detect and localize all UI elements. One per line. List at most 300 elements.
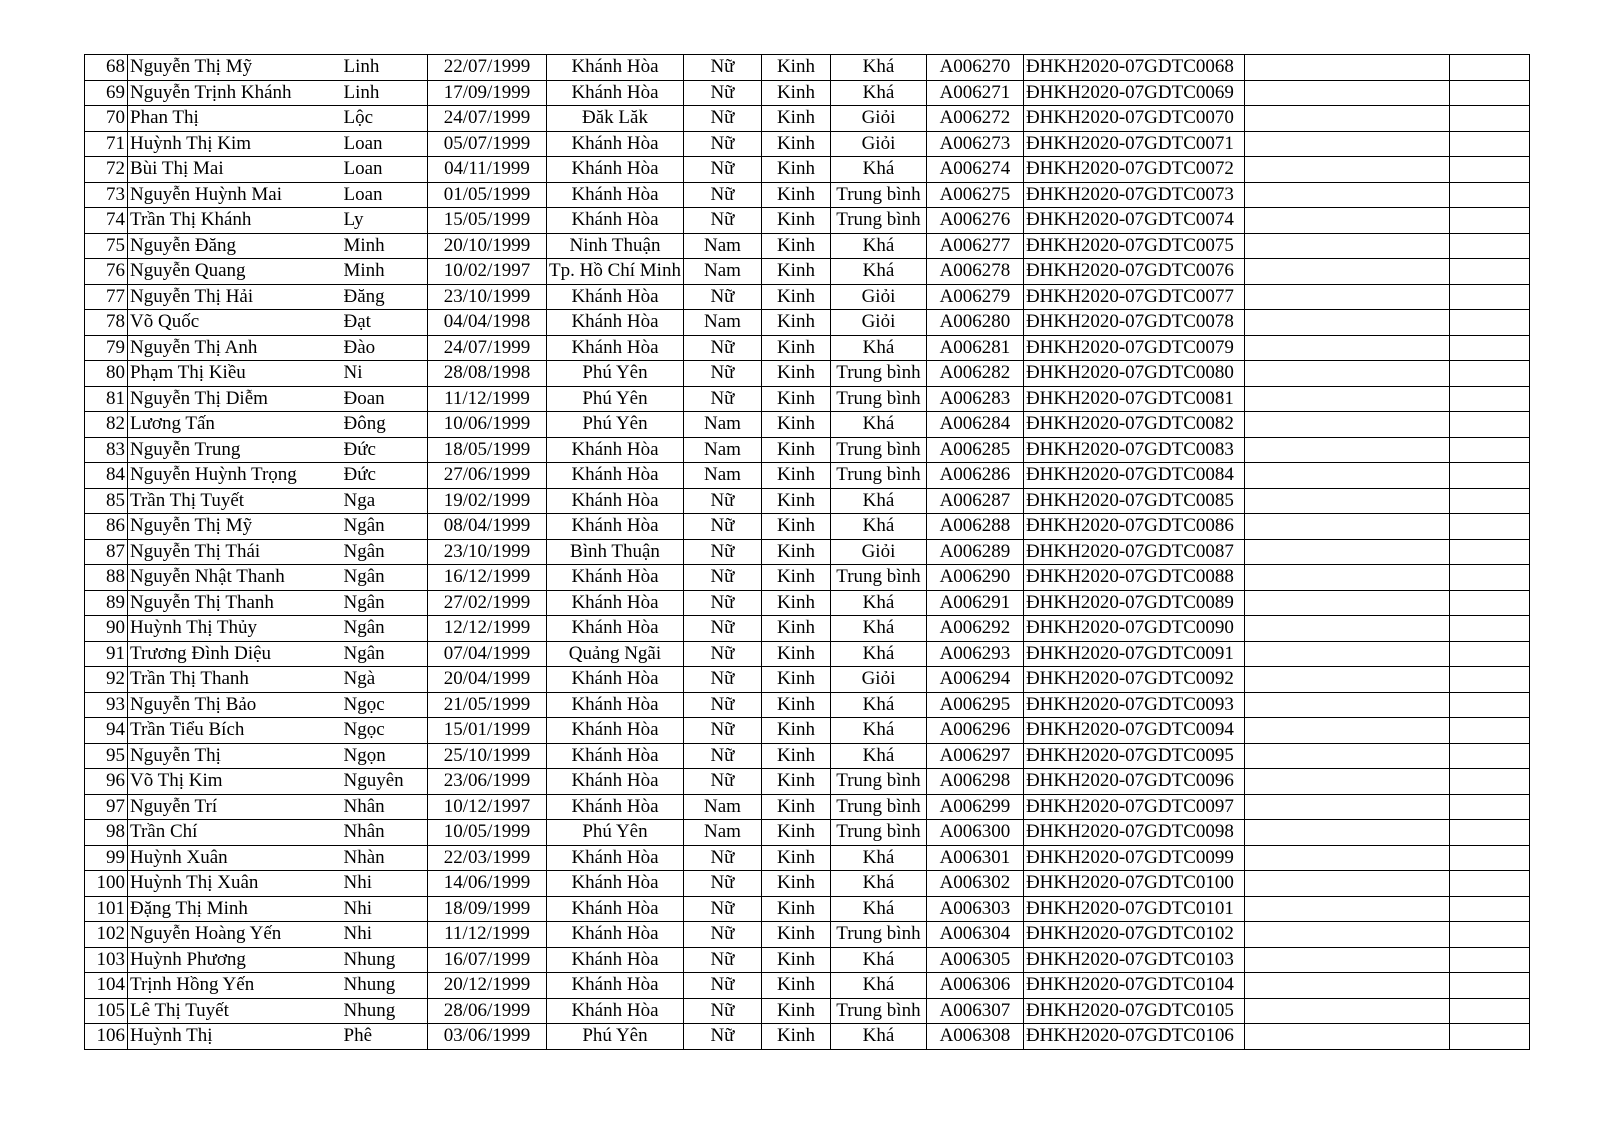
gender: Nữ: [683, 514, 761, 540]
given-name: Ngọn: [342, 743, 428, 769]
date-of-birth: 07/04/1999: [428, 641, 547, 667]
table-row: [85, 437, 1530, 463]
place-of-birth: Khánh Hòa: [547, 667, 684, 693]
registry-number: ĐHKH2020-07GDTC0080: [1023, 361, 1244, 387]
row-number: 95: [85, 743, 128, 769]
family-and-middle-name: Huỳnh Thị Thủy: [128, 616, 342, 642]
place-of-birth: Khánh Hòa: [547, 947, 684, 973]
ethnicity: Kinh: [761, 947, 830, 973]
empty-cell: [1244, 284, 1449, 310]
table-row: [85, 131, 1530, 157]
certificate-number: A006295: [926, 692, 1023, 718]
row-number: 94: [85, 718, 128, 744]
certificate-number: A006276: [926, 208, 1023, 234]
row-number: 79: [85, 335, 128, 361]
date-of-birth: 20/12/1999: [428, 973, 547, 999]
table-row: [85, 335, 1530, 361]
family-and-middle-name: Nguyễn Thị: [128, 743, 342, 769]
empty-cell: [1449, 871, 1529, 897]
empty-cell: [1449, 463, 1529, 489]
gender: Nam: [683, 437, 761, 463]
certificate-number: A006279: [926, 284, 1023, 310]
family-and-middle-name: Nguyễn Trịnh Khánh: [128, 80, 342, 106]
certificate-number: A006275: [926, 182, 1023, 208]
gender: Nữ: [683, 488, 761, 514]
table-row: [85, 845, 1530, 871]
certificate-number: A006307: [926, 998, 1023, 1024]
registry-number: ĐHKH2020-07GDTC0092: [1023, 667, 1244, 693]
certificate-number: A006283: [926, 386, 1023, 412]
ethnicity: Kinh: [761, 310, 830, 336]
empty-cell: [1449, 131, 1529, 157]
given-name: Ngà: [342, 667, 428, 693]
empty-cell: [1244, 157, 1449, 183]
row-number: 75: [85, 233, 128, 259]
certificate-number: A006280: [926, 310, 1023, 336]
gender: Nữ: [683, 539, 761, 565]
classification: Khá: [830, 233, 926, 259]
place-of-birth: Khánh Hòa: [547, 310, 684, 336]
place-of-birth: Phú Yên: [547, 820, 684, 846]
certificate-number: A006299: [926, 794, 1023, 820]
registry-number: ĐHKH2020-07GDTC0084: [1023, 463, 1244, 489]
row-number: 83: [85, 437, 128, 463]
empty-cell: [1244, 310, 1449, 336]
gender: Nữ: [683, 641, 761, 667]
ethnicity: Kinh: [761, 998, 830, 1024]
empty-cell: [1244, 233, 1449, 259]
classification: Giỏi: [830, 539, 926, 565]
empty-cell: [1449, 386, 1529, 412]
certificate-number: A006302: [926, 871, 1023, 897]
classification: Khá: [830, 973, 926, 999]
registry-number: ĐHKH2020-07GDTC0079: [1023, 335, 1244, 361]
date-of-birth: 28/06/1999: [428, 998, 547, 1024]
registry-number: ĐHKH2020-07GDTC0086: [1023, 514, 1244, 540]
classification: Giỏi: [830, 310, 926, 336]
empty-cell: [1449, 590, 1529, 616]
empty-cell: [1244, 361, 1449, 387]
classification: Khá: [830, 335, 926, 361]
registry-number: ĐHKH2020-07GDTC0068: [1023, 55, 1244, 81]
date-of-birth: 03/06/1999: [428, 1024, 547, 1050]
place-of-birth: Khánh Hòa: [547, 845, 684, 871]
family-and-middle-name: Nguyễn Thị Hải: [128, 284, 342, 310]
family-and-middle-name: Trương Đình Diệu: [128, 641, 342, 667]
classification: Khá: [830, 692, 926, 718]
family-and-middle-name: Nguyễn Trí: [128, 794, 342, 820]
empty-cell: [1449, 1024, 1529, 1050]
row-number: 102: [85, 922, 128, 948]
empty-cell: [1449, 208, 1529, 234]
given-name: Nhàn: [342, 845, 428, 871]
given-name: Minh: [342, 259, 428, 285]
family-and-middle-name: Huỳnh Thị Xuân: [128, 871, 342, 897]
empty-cell: [1449, 259, 1529, 285]
date-of-birth: 01/05/1999: [428, 182, 547, 208]
family-and-middle-name: Huỳnh Thị Kim: [128, 131, 342, 157]
gender: Nữ: [683, 871, 761, 897]
registry-number: ĐHKH2020-07GDTC0097: [1023, 794, 1244, 820]
table-row: [85, 1024, 1530, 1050]
registry-number: ĐHKH2020-07GDTC0089: [1023, 590, 1244, 616]
ethnicity: Kinh: [761, 896, 830, 922]
classification: Khá: [830, 488, 926, 514]
certificate-number: A006282: [926, 361, 1023, 387]
registry-number: ĐHKH2020-07GDTC0106: [1023, 1024, 1244, 1050]
ethnicity: Kinh: [761, 871, 830, 897]
graduate-roster-table: [84, 54, 1530, 1050]
gender: Nữ: [683, 157, 761, 183]
row-number: 100: [85, 871, 128, 897]
classification: Trung bình: [830, 565, 926, 591]
empty-cell: [1244, 896, 1449, 922]
empty-cell: [1449, 412, 1529, 438]
date-of-birth: 24/07/1999: [428, 335, 547, 361]
family-and-middle-name: Trần Thị Thanh: [128, 667, 342, 693]
empty-cell: [1244, 973, 1449, 999]
row-number: 72: [85, 157, 128, 183]
ethnicity: Kinh: [761, 106, 830, 132]
empty-cell: [1244, 131, 1449, 157]
empty-cell: [1244, 80, 1449, 106]
gender: Nữ: [683, 106, 761, 132]
place-of-birth: Khánh Hòa: [547, 794, 684, 820]
family-and-middle-name: Bùi Thị Mai: [128, 157, 342, 183]
certificate-number: A006284: [926, 412, 1023, 438]
registry-number: ĐHKH2020-07GDTC0076: [1023, 259, 1244, 285]
place-of-birth: Đăk Lăk: [547, 106, 684, 132]
date-of-birth: 20/04/1999: [428, 667, 547, 693]
table-row: [85, 922, 1530, 948]
place-of-birth: Phú Yên: [547, 361, 684, 387]
table-row: [85, 998, 1530, 1024]
empty-cell: [1449, 743, 1529, 769]
table-row: [85, 412, 1530, 438]
given-name: Ngân: [342, 565, 428, 591]
classification: Trung bình: [830, 182, 926, 208]
place-of-birth: Khánh Hòa: [547, 463, 684, 489]
empty-cell: [1449, 667, 1529, 693]
row-number: 88: [85, 565, 128, 591]
gender: Nữ: [683, 616, 761, 642]
date-of-birth: 23/06/1999: [428, 769, 547, 795]
empty-cell: [1244, 820, 1449, 846]
date-of-birth: 24/07/1999: [428, 106, 547, 132]
empty-cell: [1244, 55, 1449, 81]
gender: Nữ: [683, 845, 761, 871]
gender: Nam: [683, 820, 761, 846]
classification: Khá: [830, 616, 926, 642]
certificate-number: A006303: [926, 896, 1023, 922]
registry-number: ĐHKH2020-07GDTC0099: [1023, 845, 1244, 871]
registry-number: ĐHKH2020-07GDTC0071: [1023, 131, 1244, 157]
registry-number: ĐHKH2020-07GDTC0072: [1023, 157, 1244, 183]
date-of-birth: 28/08/1998: [428, 361, 547, 387]
family-and-middle-name: Lương Tấn: [128, 412, 342, 438]
empty-cell: [1449, 157, 1529, 183]
table-row: [85, 259, 1530, 285]
certificate-number: A006285: [926, 437, 1023, 463]
family-and-middle-name: Nguyễn Hoàng Yến: [128, 922, 342, 948]
row-number: 86: [85, 514, 128, 540]
place-of-birth: Khánh Hòa: [547, 488, 684, 514]
ethnicity: Kinh: [761, 335, 830, 361]
family-and-middle-name: Nguyễn Quang: [128, 259, 342, 285]
empty-cell: [1244, 182, 1449, 208]
table-row: [85, 284, 1530, 310]
roster-body: [85, 55, 1530, 1050]
certificate-number: A006301: [926, 845, 1023, 871]
classification: Giỏi: [830, 284, 926, 310]
registry-number: ĐHKH2020-07GDTC0090: [1023, 616, 1244, 642]
given-name: Đức: [342, 463, 428, 489]
empty-cell: [1244, 641, 1449, 667]
family-and-middle-name: Võ Thị Kim: [128, 769, 342, 795]
family-and-middle-name: Huỳnh Xuân: [128, 845, 342, 871]
gender: Nữ: [683, 973, 761, 999]
registry-number: ĐHKH2020-07GDTC0088: [1023, 565, 1244, 591]
classification: Trung bình: [830, 208, 926, 234]
ethnicity: Kinh: [761, 667, 830, 693]
certificate-number: A006288: [926, 514, 1023, 540]
place-of-birth: Phú Yên: [547, 412, 684, 438]
gender: Nam: [683, 412, 761, 438]
given-name: Minh: [342, 233, 428, 259]
place-of-birth: Khánh Hòa: [547, 335, 684, 361]
registry-number: ĐHKH2020-07GDTC0081: [1023, 386, 1244, 412]
place-of-birth: Khánh Hòa: [547, 896, 684, 922]
table-row: [85, 743, 1530, 769]
empty-cell: [1244, 590, 1449, 616]
family-and-middle-name: Nguyễn Thị Diễm: [128, 386, 342, 412]
gender: Nam: [683, 463, 761, 489]
empty-cell: [1244, 769, 1449, 795]
gender: Nữ: [683, 335, 761, 361]
table-row: [85, 208, 1530, 234]
certificate-number: A006287: [926, 488, 1023, 514]
place-of-birth: Tp. Hồ Chí Minh: [547, 259, 684, 285]
registry-number: ĐHKH2020-07GDTC0091: [1023, 641, 1244, 667]
table-row: [85, 820, 1530, 846]
date-of-birth: 22/07/1999: [428, 55, 547, 81]
classification: Khá: [830, 947, 926, 973]
given-name: Nhi: [342, 922, 428, 948]
row-number: 87: [85, 539, 128, 565]
empty-cell: [1244, 845, 1449, 871]
given-name: Phê: [342, 1024, 428, 1050]
date-of-birth: 17/09/1999: [428, 80, 547, 106]
ethnicity: Kinh: [761, 565, 830, 591]
registry-number: ĐHKH2020-07GDTC0105: [1023, 998, 1244, 1024]
empty-cell: [1244, 386, 1449, 412]
empty-cell: [1449, 233, 1529, 259]
place-of-birth: Khánh Hòa: [547, 182, 684, 208]
empty-cell: [1244, 437, 1449, 463]
gender: Nữ: [683, 131, 761, 157]
given-name: Ngân: [342, 539, 428, 565]
classification: Khá: [830, 1024, 926, 1050]
place-of-birth: Khánh Hòa: [547, 514, 684, 540]
table-row: [85, 233, 1530, 259]
registry-number: ĐHKH2020-07GDTC0082: [1023, 412, 1244, 438]
empty-cell: [1244, 947, 1449, 973]
place-of-birth: Quảng Ngãi: [547, 641, 684, 667]
empty-cell: [1244, 667, 1449, 693]
table-row: [85, 565, 1530, 591]
table-row: [85, 106, 1530, 132]
empty-cell: [1449, 769, 1529, 795]
gender: Nam: [683, 233, 761, 259]
family-and-middle-name: Nguyễn Đăng: [128, 233, 342, 259]
place-of-birth: Khánh Hòa: [547, 769, 684, 795]
empty-cell: [1449, 947, 1529, 973]
given-name: Lộc: [342, 106, 428, 132]
classification: Trung bình: [830, 998, 926, 1024]
empty-cell: [1449, 55, 1529, 81]
registry-number: ĐHKH2020-07GDTC0095: [1023, 743, 1244, 769]
date-of-birth: 14/06/1999: [428, 871, 547, 897]
classification: Khá: [830, 871, 926, 897]
ethnicity: Kinh: [761, 845, 830, 871]
family-and-middle-name: Nguyễn Thị Mỹ: [128, 514, 342, 540]
certificate-number: A006292: [926, 616, 1023, 642]
registry-number: ĐHKH2020-07GDTC0093: [1023, 692, 1244, 718]
given-name: Loan: [342, 182, 428, 208]
empty-cell: [1244, 718, 1449, 744]
given-name: Đông: [342, 412, 428, 438]
row-number: 90: [85, 616, 128, 642]
empty-cell: [1244, 1024, 1449, 1050]
empty-cell: [1449, 922, 1529, 948]
family-and-middle-name: Võ Quốc: [128, 310, 342, 336]
family-and-middle-name: Lê Thị Tuyết: [128, 998, 342, 1024]
empty-cell: [1449, 488, 1529, 514]
certificate-number: A006289: [926, 539, 1023, 565]
row-number: 93: [85, 692, 128, 718]
classification: Khá: [830, 590, 926, 616]
given-name: Linh: [342, 55, 428, 81]
date-of-birth: 20/10/1999: [428, 233, 547, 259]
date-of-birth: 18/09/1999: [428, 896, 547, 922]
classification: Khá: [830, 259, 926, 285]
family-and-middle-name: Nguyễn Thị Mỹ: [128, 55, 342, 81]
certificate-number: A006294: [926, 667, 1023, 693]
row-number: 105: [85, 998, 128, 1024]
date-of-birth: 11/12/1999: [428, 922, 547, 948]
classification: Khá: [830, 514, 926, 540]
row-number: 71: [85, 131, 128, 157]
registry-number: ĐHKH2020-07GDTC0103: [1023, 947, 1244, 973]
gender: Nam: [683, 310, 761, 336]
empty-cell: [1244, 259, 1449, 285]
date-of-birth: 10/02/1997: [428, 259, 547, 285]
registry-number: ĐHKH2020-07GDTC0101: [1023, 896, 1244, 922]
row-number: 69: [85, 80, 128, 106]
gender: Nam: [683, 794, 761, 820]
given-name: Nguyên: [342, 769, 428, 795]
place-of-birth: Khánh Hòa: [547, 922, 684, 948]
certificate-number: A006290: [926, 565, 1023, 591]
classification: Giỏi: [830, 131, 926, 157]
place-of-birth: Khánh Hòa: [547, 590, 684, 616]
classification: Trung bình: [830, 794, 926, 820]
table-row: [85, 488, 1530, 514]
place-of-birth: Khánh Hòa: [547, 284, 684, 310]
date-of-birth: 16/07/1999: [428, 947, 547, 973]
given-name: Nhung: [342, 998, 428, 1024]
classification: Trung bình: [830, 769, 926, 795]
gender: Nữ: [683, 743, 761, 769]
row-number: 99: [85, 845, 128, 871]
date-of-birth: 19/02/1999: [428, 488, 547, 514]
ethnicity: Kinh: [761, 157, 830, 183]
date-of-birth: 10/05/1999: [428, 820, 547, 846]
table-row: [85, 871, 1530, 897]
row-number: 78: [85, 310, 128, 336]
empty-cell: [1244, 922, 1449, 948]
empty-cell: [1449, 514, 1529, 540]
date-of-birth: 10/06/1999: [428, 412, 547, 438]
table-row: [85, 794, 1530, 820]
certificate-number: A006298: [926, 769, 1023, 795]
date-of-birth: 18/05/1999: [428, 437, 547, 463]
given-name: Đức: [342, 437, 428, 463]
row-number: 101: [85, 896, 128, 922]
ethnicity: Kinh: [761, 1024, 830, 1050]
certificate-number: A006286: [926, 463, 1023, 489]
gender: Nữ: [683, 565, 761, 591]
certificate-number: A006278: [926, 259, 1023, 285]
empty-cell: [1244, 794, 1449, 820]
family-and-middle-name: Nguyễn Thị Thanh: [128, 590, 342, 616]
empty-cell: [1449, 80, 1529, 106]
certificate-number: A006273: [926, 131, 1023, 157]
date-of-birth: 04/11/1999: [428, 157, 547, 183]
registry-number: ĐHKH2020-07GDTC0094: [1023, 718, 1244, 744]
registry-number: ĐHKH2020-07GDTC0074: [1023, 208, 1244, 234]
classification: Khá: [830, 412, 926, 438]
given-name: Ngọc: [342, 718, 428, 744]
empty-cell: [1449, 896, 1529, 922]
certificate-number: A006274: [926, 157, 1023, 183]
empty-cell: [1449, 335, 1529, 361]
empty-cell: [1449, 361, 1529, 387]
classification: Trung bình: [830, 437, 926, 463]
classification: Giỏi: [830, 667, 926, 693]
certificate-number: A006271: [926, 80, 1023, 106]
ethnicity: Kinh: [761, 590, 830, 616]
table-row: [85, 667, 1530, 693]
ethnicity: Kinh: [761, 463, 830, 489]
place-of-birth: Phú Yên: [547, 386, 684, 412]
ethnicity: Kinh: [761, 692, 830, 718]
table-row: [85, 157, 1530, 183]
classification: Trung bình: [830, 386, 926, 412]
family-and-middle-name: Huỳnh Thị: [128, 1024, 342, 1050]
date-of-birth: 22/03/1999: [428, 845, 547, 871]
table-row: [85, 590, 1530, 616]
given-name: Nhung: [342, 973, 428, 999]
given-name: Đăng: [342, 284, 428, 310]
registry-number: ĐHKH2020-07GDTC0073: [1023, 182, 1244, 208]
certificate-number: A006291: [926, 590, 1023, 616]
date-of-birth: 15/05/1999: [428, 208, 547, 234]
family-and-middle-name: Trần Thị Khánh: [128, 208, 342, 234]
registry-number: ĐHKH2020-07GDTC0083: [1023, 437, 1244, 463]
empty-cell: [1244, 208, 1449, 234]
family-and-middle-name: Phan Thị: [128, 106, 342, 132]
